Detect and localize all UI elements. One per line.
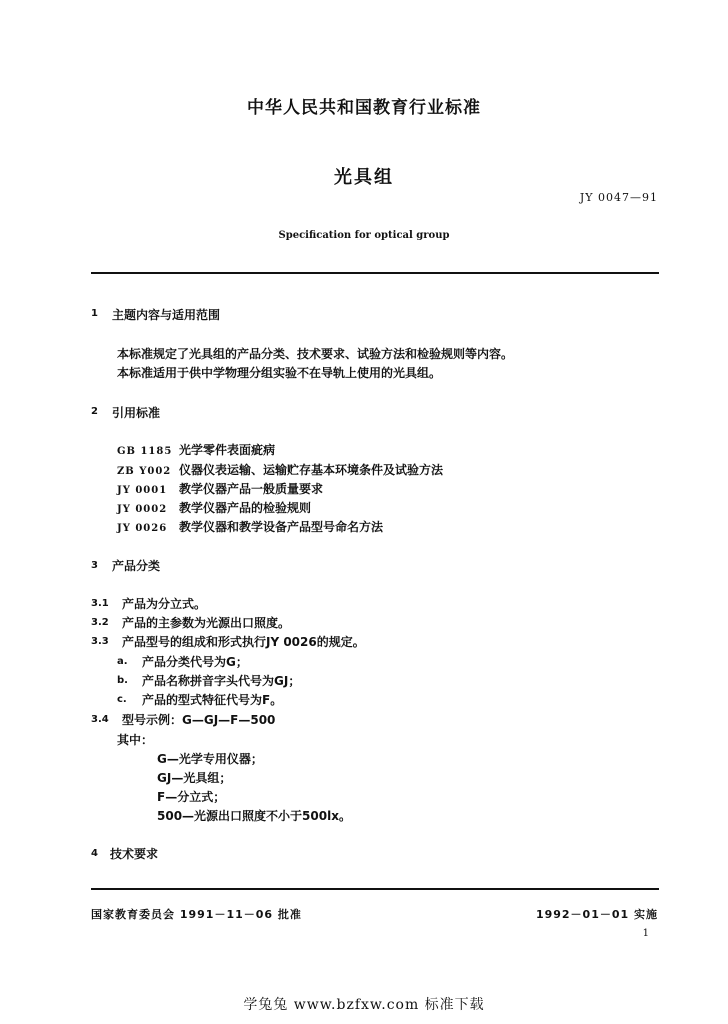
section-1-number: 1 xyxy=(91,308,98,319)
section-1-title: 主题内容与适用范围 xyxy=(112,308,221,322)
reference-row xyxy=(117,499,311,516)
section-4-number: 4 xyxy=(91,848,98,859)
header-divider xyxy=(91,272,659,274)
clause-number: 3.4 xyxy=(91,714,109,725)
where-item: F—分立式； xyxy=(157,790,226,804)
clause-text: 产品的主参数为光源出口照度。 xyxy=(122,616,291,630)
clause-number: 3.1 xyxy=(91,598,109,609)
section-4-title: 技术要求 xyxy=(110,847,159,861)
section-3-title: 产品分类 xyxy=(112,559,161,573)
clause-number: 3.2 xyxy=(91,617,109,628)
where-item: G—光学专用仪器； xyxy=(157,752,263,766)
sub-item-label: b. xyxy=(117,675,128,686)
watermark-text: 学兔兔 www.bzfxw.com 标准下载 xyxy=(243,997,485,1013)
issuer-approval: 国家教育委员会 1991－11－06 批准 xyxy=(91,908,302,921)
reference-row xyxy=(117,441,275,458)
reference-code: GB 1185 xyxy=(117,446,173,457)
section-1-paragraph: 本标准适用于供中学物理分组实验不在导轨上使用的光具组。 xyxy=(117,366,442,380)
reference-title: 教学仪器产品一般质量要求 xyxy=(179,482,324,496)
reference-code: JY 0026 xyxy=(117,523,168,534)
reference-code: JY 0001 xyxy=(117,485,168,496)
sub-item-text: 产品名称拼音字头代号为GJ； xyxy=(142,674,301,688)
section-2-title: 引用标准 xyxy=(112,406,161,420)
sub-item-text: 产品的型式特征代号为F。 xyxy=(142,693,283,707)
sub-item-label: a. xyxy=(117,656,128,667)
reference-row xyxy=(117,461,443,478)
reference-code: ZB Y002 xyxy=(117,466,172,477)
reference-title: 教学仪器产品的检验规则 xyxy=(179,501,312,515)
where-item: GJ—光具组； xyxy=(157,771,232,785)
clause-text: 产品型号的组成和形式执行JY 0026的规定。 xyxy=(122,635,365,649)
section-1-paragraph: 本标准规定了光具组的产品分类、技术要求、试验方法和检验规则等内容。 xyxy=(117,347,514,361)
clause-number: 3.3 xyxy=(91,636,109,647)
section-2-number: 2 xyxy=(91,406,98,417)
footer-divider xyxy=(91,888,659,890)
standard-code: JY 0047—91 xyxy=(579,191,658,204)
sub-item-label: c. xyxy=(117,694,127,705)
where-item: 500—光源出口照度不小于500lx。 xyxy=(157,809,351,823)
document-title: 光具组 xyxy=(334,167,394,188)
ministry-header: 中华人民共和国教育行业标准 xyxy=(247,98,481,118)
page-number: 1 xyxy=(642,928,649,939)
english-subtitle: Specification for optical group xyxy=(278,230,450,241)
implementation-date: 1992－01－01 实施 xyxy=(535,908,658,921)
section-3-number: 3 xyxy=(91,560,98,571)
model-example: 型号示例：G—GJ—F—500 xyxy=(122,713,276,727)
reference-code: JY 0002 xyxy=(117,504,168,515)
sub-item-text: 产品分类代号为G； xyxy=(142,655,248,669)
where-label: 其中： xyxy=(117,733,154,747)
reference-title: 光学零件表面疵病 xyxy=(179,443,276,457)
reference-title: 仪器仪表运输、运输贮存基本环境条件及试验方法 xyxy=(179,463,444,477)
clause-text: 产品为分立式。 xyxy=(122,597,207,611)
reference-title: 教学仪器和教学设备产品型号命名方法 xyxy=(179,520,384,534)
reference-row xyxy=(117,480,323,497)
reference-row xyxy=(117,518,383,535)
